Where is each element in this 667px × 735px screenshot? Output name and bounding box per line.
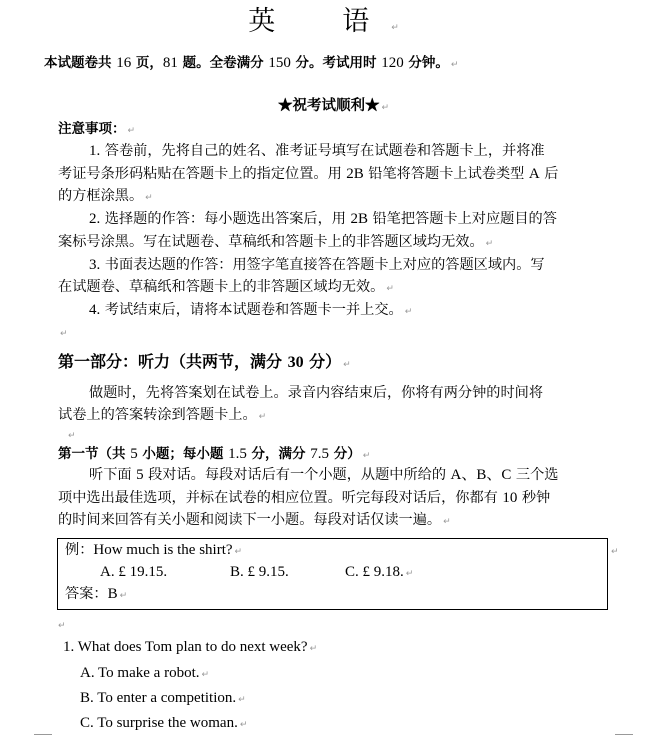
- example-option-b: B. £ 9.15.: [230, 564, 289, 580]
- blessing-line: ★祝考试顺利★ ↵: [277, 97, 390, 114]
- paragraph-mark-icon: ↵: [362, 451, 371, 461]
- empty-paragraph: [56, 614, 66, 636]
- note-item-3-line-1: 3. 书面表达题的作答：用签字笔直接答在答题卡上对应的答题区域内。写: [89, 257, 545, 273]
- paragraph-mark-icon: ↵: [258, 412, 267, 422]
- paragraph-mark-icon: ↵: [145, 193, 153, 203]
- question-1-option-c: C. To surprise the woman. ↵: [80, 715, 248, 731]
- note-item-1-line-2: 考证号条形码粘贴在答题卡上的指定位置。用 2B 铅笔将答题卡上试卷类型 A 后: [58, 166, 559, 182]
- section-1-instructions-line-2: 项中选出最佳选项，并标在试卷的相应位置。听完每段对话后，你都有 10 秒钟: [58, 490, 551, 506]
- note-item-1-line-1: 1. 答卷前，先将自己的姓名、准考证号填写在试题卷和答题卡上，并将准: [89, 143, 545, 159]
- question-1-option-a: A. To make a robot. ↵: [80, 665, 210, 681]
- paragraph-mark-icon: ↵: [391, 23, 419, 33]
- example-option-a: A. £ 19.15.: [100, 564, 168, 580]
- notes-heading: 注意事项： ↵: [58, 121, 136, 137]
- part-1-heading: 第一部分：听力（共两节，满分 30 分） ↵: [58, 352, 351, 371]
- part-1-instructions-line-2: 试卷上的答案转涂到答题卡上。 ↵: [58, 407, 267, 423]
- paragraph-mark-icon: ↵: [386, 284, 394, 294]
- paragraph-mark-icon: ↵: [404, 307, 413, 317]
- exam-intro: 本试题卷共 16 页，81 题。全卷满分 150 分。考试用时 120 分钟。 ↵: [44, 55, 459, 71]
- paragraph-mark-icon: ↵: [119, 591, 128, 601]
- question-1-option-b: B. To enter a competition. ↵: [80, 690, 246, 706]
- section-1-instructions-line-3: 的时间来回答有关小题和阅读下一小题。每段对话仅读一遍。 ↵: [58, 512, 451, 528]
- empty-paragraph: [58, 322, 68, 344]
- document-title: 英 语 ↵: [248, 6, 419, 37]
- paragraph-mark-icon: ↵: [238, 695, 246, 705]
- paragraph-mark-icon: ↵: [234, 547, 243, 557]
- section-1-heading: 第一节（共 5 小题；每小题 1.5 分，满分 7.5 分） ↵: [58, 446, 371, 462]
- paragraph-mark-icon: ↵: [485, 239, 494, 249]
- part-1-instructions-line-1: 做题时，先将答案划在试卷上。录音内容结束后，你将有两分钟的时间将: [89, 385, 544, 401]
- section-1-instructions-line-1: 听下面 5 段对话。每段对话后有一个小题，从题中所给的 A、B、C 三个选: [89, 467, 559, 483]
- paragraph-mark-icon: ↵: [68, 431, 76, 441]
- example-answer: 答案：B ↵: [65, 586, 128, 602]
- paragraph-mark-icon: ↵: [309, 644, 318, 654]
- paragraph-mark-icon: ↵: [443, 517, 451, 527]
- paragraph-mark-icon: ↵: [343, 360, 351, 370]
- paragraph-mark-icon: ↵: [239, 720, 248, 730]
- example-question: 例：How much is the shirt? ↵: [65, 542, 243, 558]
- note-item-3-line-2: 在试题卷、草稿纸和答题卡上的非答题区域均无效。 ↵: [58, 279, 394, 295]
- note-item-2-line-2: 案标号涂黑。写在试题卷、草稿纸和答题卡上的非答题区域均无效。 ↵: [58, 234, 494, 250]
- paragraph-mark-icon: ↵: [201, 670, 210, 680]
- note-item-1-line-3: 的方框涂黑。 ↵: [58, 188, 153, 204]
- note-item-2-line-1: 2. 选择题的作答：每小题选出答案后，用 2B 铅笔把答题卡上对应题目的答: [89, 211, 557, 227]
- paragraph-mark-icon: ↵: [450, 60, 459, 70]
- paragraph-mark-icon: ↵: [60, 329, 68, 339]
- paragraph-mark-icon: ↵: [127, 126, 136, 136]
- paragraph-mark-icon: ↵: [611, 547, 619, 557]
- empty-paragraph: [66, 424, 76, 446]
- note-item-4-line-1: 4. 考试结束后，请将本试题卷和答题卡一并上交。 ↵: [89, 302, 413, 318]
- example-option-c: C. £ 9.18. ↵: [345, 564, 414, 580]
- paragraph-mark-icon: ↵: [58, 621, 66, 631]
- box-end-mark: [609, 540, 619, 562]
- paragraph-mark-icon: ↵: [405, 569, 414, 579]
- paragraph-mark-icon: ↵: [381, 103, 390, 113]
- question-1-stem: 1. What does Tom plan to do next week? ↵: [63, 639, 318, 655]
